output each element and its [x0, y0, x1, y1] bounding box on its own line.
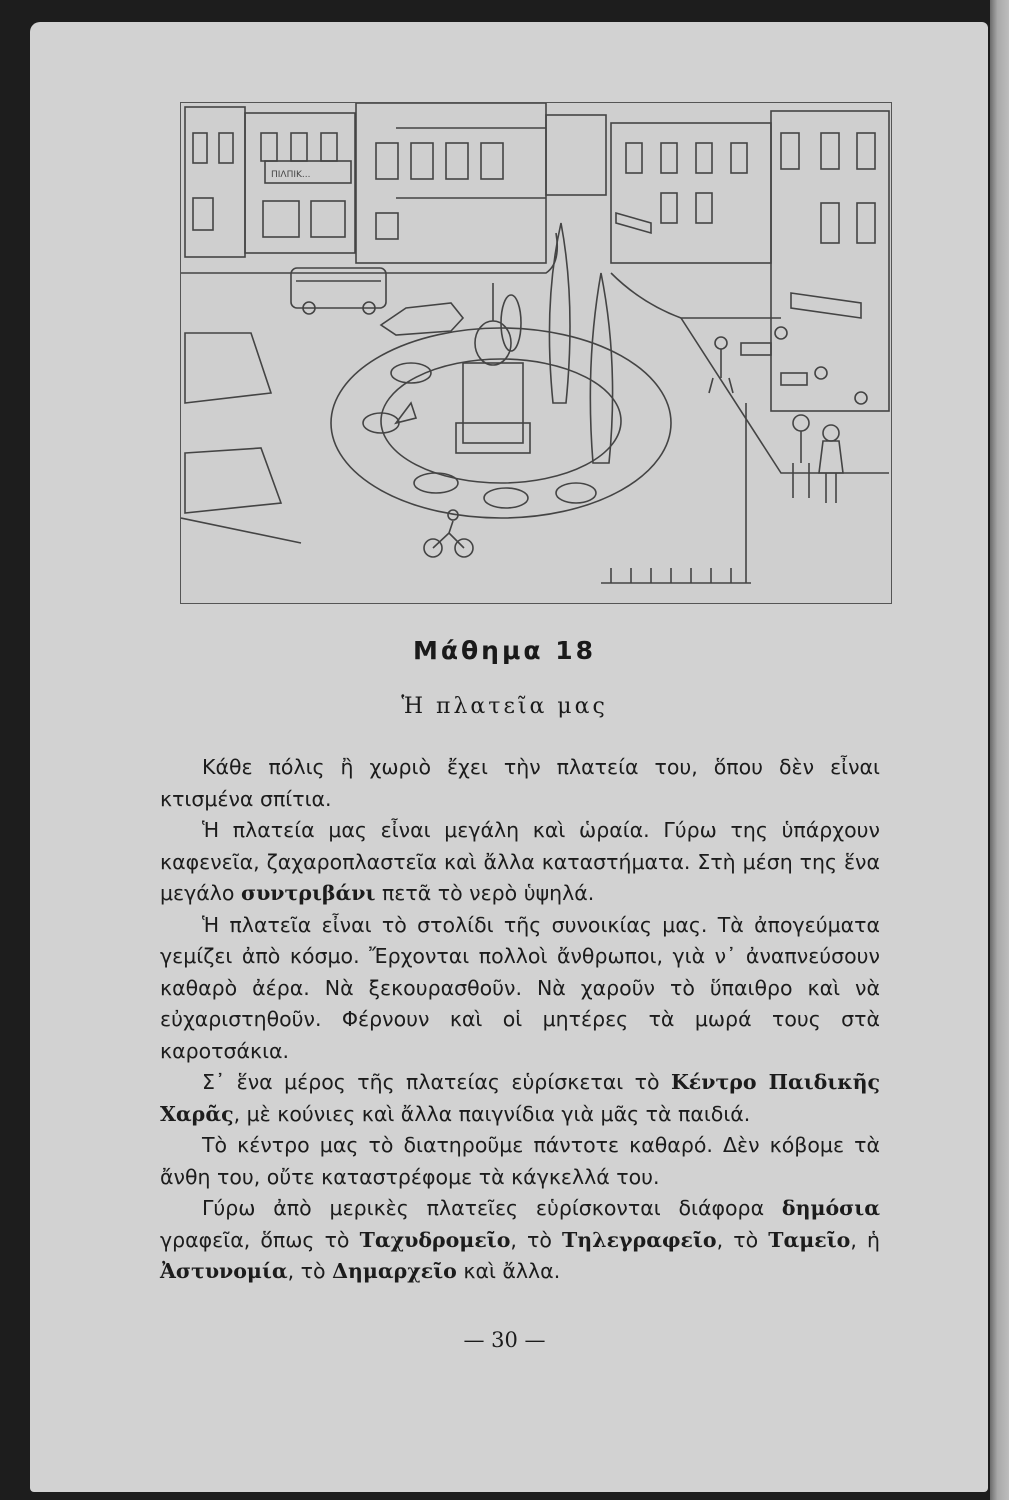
town-square-illustration: [180, 102, 892, 604]
text-run: Κάθε πόλις ἢ χωριὸ ἔχει τὴν πλατεία του, ὅπου δὲν εἶναι κτισμένα σπίτια.: [160, 755, 880, 811]
bold-term: Ταχυδρομεῖο: [359, 1227, 511, 1252]
paragraph: [160, 1130, 880, 1193]
text-run: , τὸ: [510, 1227, 563, 1252]
book-spine: [990, 0, 1009, 1500]
text-run: καὶ ἄλλα.: [456, 1259, 561, 1283]
text-run: Γύρω ἀπὸ μερικὲς πλατεῖες εὑρίσκονται διάφορα: [202, 1196, 782, 1220]
paragraph: [160, 815, 880, 910]
bold-term: συντριβάνι: [240, 881, 376, 905]
text-run: γραφεῖα, ὅπως τὸ: [160, 1227, 360, 1252]
paragraph: [160, 1193, 880, 1288]
lesson-title: Μάθημα 18: [412, 636, 597, 665]
lesson-subtitle: Ἡ πλατεῖα μας: [401, 694, 608, 719]
bold-term: Ταμεῖο: [768, 1227, 851, 1252]
lesson-body: [160, 752, 880, 1288]
text-run: Ἡ πλατεία μας εἶναι μεγάλη καὶ ὡραία. Γύρω της ὑπάρχουν καφενεῖα, ζαχαροπλαστεῖα καὶ ἄλλα καταστήματα. Στὴ μέση της ἕνα μεγάλο: [160, 818, 880, 905]
bold-term: Ἀστυνομία: [160, 1259, 288, 1283]
town-square-illustration-icon: [181, 103, 891, 603]
bold-term: Δημαρχεῖο: [332, 1259, 457, 1283]
bold-term: δημόσια: [781, 1196, 880, 1220]
paragraph: [160, 752, 880, 815]
shop-sign: ΠΙΛΠΙΚ...: [271, 170, 311, 180]
bold-term: Τηλεγραφεῖο: [562, 1227, 717, 1252]
page-number: — 30 —: [463, 1328, 546, 1352]
text-run: Ἡ πλατεῖα εἶναι τὸ στολίδι τῆς συνοικίας μας. Τὰ ἀπογεύματα γεμίζει ἀπὸ κόσμο. Ἔρχονται πολλοὶ ἄνθρωποι, γιὰ ν᾿ ἀναπνεύσουν καθαρὸ ἀέρα. Νὰ ξεκουρασθοῦν. Νὰ χαροῦν τὸ ὕπαιθρο καὶ νὰ εὐχαριστηθοῦν. Φέρνουν καὶ οἱ μητέρες τὰ μωρά τους στὰ καροτσάκια.: [160, 912, 880, 1063]
paragraph: [160, 1067, 880, 1130]
text-run: πετᾶ τὸ νερὸ ὑψηλά.: [375, 881, 595, 905]
text-run: , μὲ κούνιες καὶ ἄλλα παιγνίδια γιὰ μᾶς τὰ παιδιά.: [233, 1101, 751, 1126]
bold-term: Κέντρο Παιδικῆς Χαρᾶς: [160, 1070, 881, 1126]
text-run: , ἡ: [850, 1227, 880, 1252]
text-run: , τὸ: [287, 1259, 333, 1283]
text-run: Σ᾿ ἕνα μέρος τῆς πλατείας εὑρίσκεται τὸ: [202, 1070, 671, 1094]
paragraph: [160, 910, 880, 1068]
text-run: , τὸ: [716, 1227, 769, 1252]
text-run: Τὸ κέντρο μας τὸ διατηροῦμε πάντοτε καθαρό. Δὲν κόβομε τὰ ἄνθη του, οὔτε καταστρέφομε τὰ κάγκελλά του.: [160, 1133, 880, 1189]
